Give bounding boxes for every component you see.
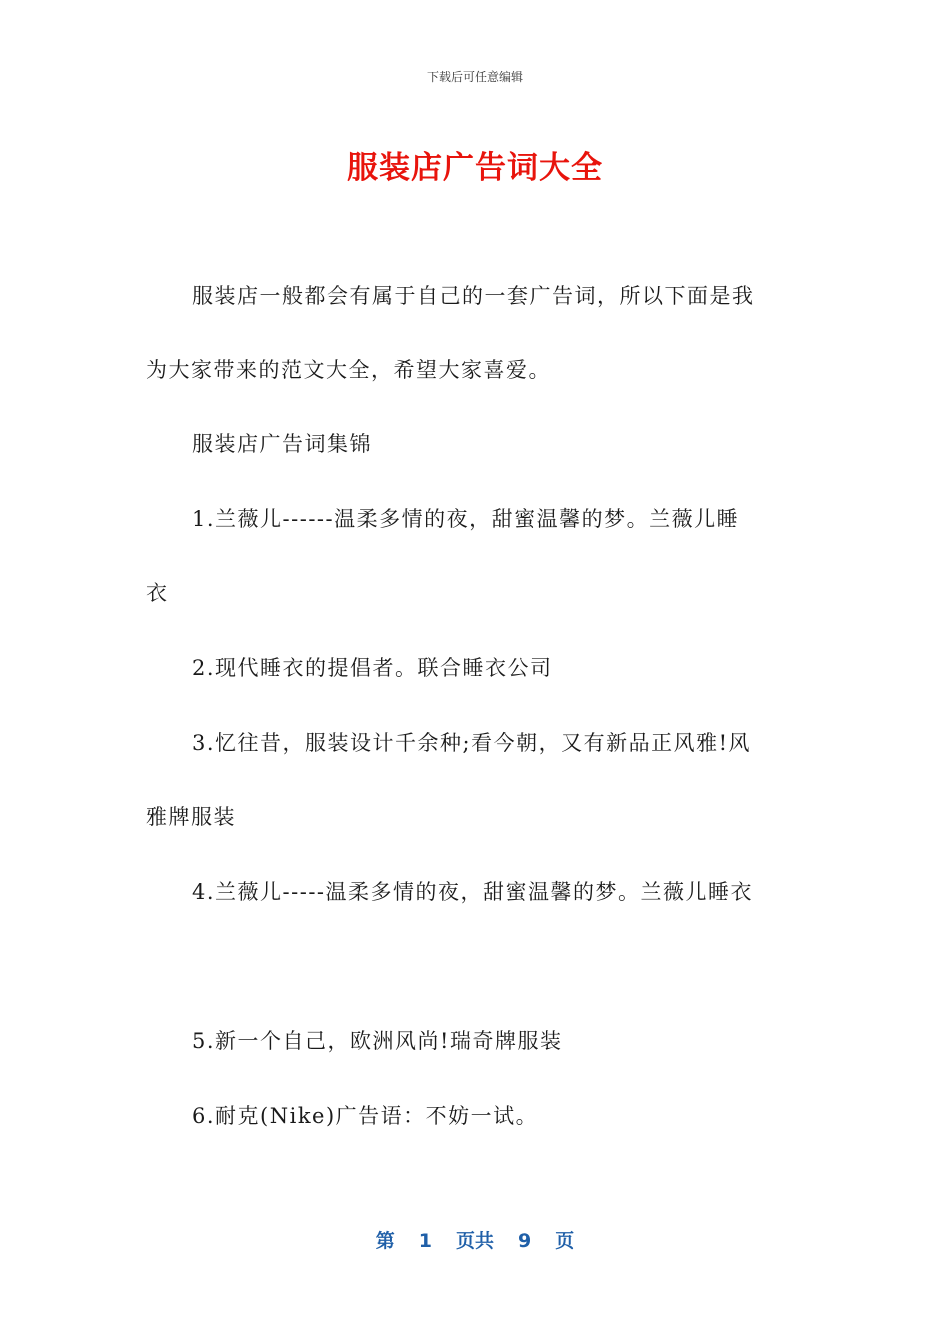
footer-total-pages: 9 (518, 1230, 532, 1252)
list-item: 5.新一个自己，欧洲风尚!瑞奇牌服装 (192, 1029, 563, 1053)
footer-middle: 页共 (455, 1230, 494, 1252)
footer-prefix: 第 (375, 1230, 395, 1252)
footer-page-number: 1 (418, 1230, 432, 1252)
page-title: 服装店广告词大全 (347, 150, 603, 186)
footer-suffix: 页 (555, 1230, 575, 1252)
page-footer (0, 1226, 950, 1253)
list-item-continuation: 衣 (146, 581, 169, 605)
list-item: 2.现代睡衣的提倡者。联合睡衣公司 (192, 656, 553, 680)
paragraph-line: 为大家带来的范文大全，希望大家喜爱。 (146, 358, 551, 382)
header-note: 下载后可任意编辑 (426, 70, 523, 84)
paragraph-line: 服装店一般都会有属于自己的一套广告词，所以下面是我 (192, 284, 755, 308)
list-item: 6.耐克(Nike)广告语：不妨一试。 (192, 1104, 539, 1128)
list-item: 4.兰薇儿-----温柔多情的夜，甜蜜温馨的梦。兰薇儿睡衣 (192, 880, 754, 904)
list-item-continuation: 雅牌服装 (146, 805, 236, 829)
section-heading: 服装店广告词集锦 (192, 432, 372, 456)
list-item: 3.忆往昔，服装设计千余种;看今朝，又有新品正风雅!风 (192, 731, 752, 755)
list-item: 1.兰薇儿------温柔多情的夜，甜蜜温馨的梦。兰薇儿睡 (192, 507, 740, 531)
